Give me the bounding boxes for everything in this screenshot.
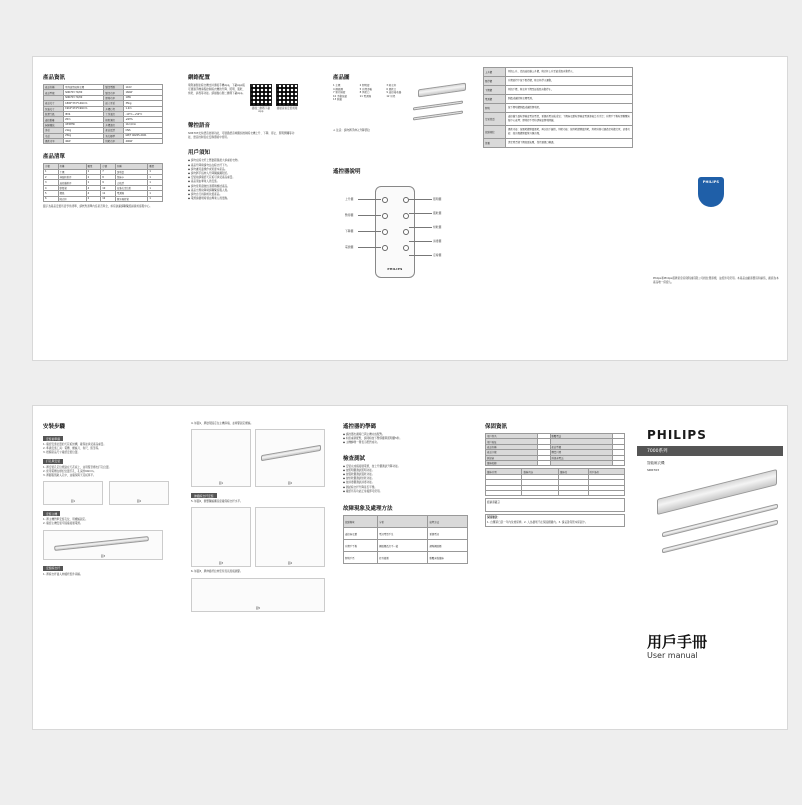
table-cell: 開啟或關閉晾衣機電源。 bbox=[506, 95, 633, 104]
table-cell: 110V bbox=[124, 85, 163, 90]
table-cell: 升降行程 bbox=[104, 106, 124, 111]
table-cell: 晾衣杆 bbox=[58, 196, 86, 201]
cover-category: 智能晾衣機 bbox=[647, 461, 665, 465]
table-cell: 遙控器組件 bbox=[58, 180, 86, 185]
faq-column bbox=[483, 67, 633, 148]
diagram-area bbox=[333, 84, 468, 139]
power-button[interactable] bbox=[382, 245, 388, 251]
table-cell: 紫外線燈管 bbox=[115, 196, 148, 201]
table-cell: 額定功率 bbox=[104, 90, 124, 95]
notice-title: 用戶須知 bbox=[188, 150, 211, 157]
callout-line bbox=[409, 255, 432, 256]
table-cell: 1 bbox=[148, 169, 163, 174]
video-qr-code[interactable] bbox=[276, 84, 298, 106]
assembly-figure-3: 圖3 bbox=[191, 507, 251, 567]
table-cell: 1 bbox=[86, 180, 101, 185]
table-cell: 21kg bbox=[64, 128, 104, 133]
rack-bar-upper bbox=[413, 100, 463, 110]
table-header-cell: 名稱 bbox=[58, 164, 86, 169]
diagram-part-label: 9 遙控接收器 bbox=[386, 91, 402, 95]
table-cell: 升降速度 bbox=[104, 122, 124, 127]
callout-line bbox=[358, 199, 381, 200]
product-list-table bbox=[43, 163, 163, 202]
table-cell: 升降不平衡 bbox=[344, 540, 378, 552]
table-cell: 7 bbox=[101, 169, 116, 174]
trial-item: ◆ 按烘乾鍵測試烘乾功能。 bbox=[343, 477, 375, 481]
diagram-part-label: 13 側蓋 bbox=[333, 98, 342, 102]
table-cell: 經銷商電話 bbox=[550, 455, 612, 460]
table-cell: 包裝尺寸 bbox=[44, 106, 64, 111]
table-header-cell: 處理方法 bbox=[428, 516, 468, 528]
diagram-part-label: 5 升降滑輪 bbox=[359, 87, 373, 91]
pause-button[interactable] bbox=[382, 213, 388, 219]
table-cell: GB/T 40205-2021 bbox=[124, 133, 163, 138]
table-cell: 毛重 bbox=[44, 133, 64, 138]
app-qr-code[interactable] bbox=[250, 84, 272, 106]
assembly-step-6: 6. 如圖3，將伸縮杆拉伸至所需長度後鎖緊。 bbox=[191, 570, 243, 574]
table-header-cell: 維修員 bbox=[558, 469, 588, 474]
notice-column bbox=[188, 67, 298, 201]
voice-text: SDR703支持語音控制功能，可通過語音喚醒詞控制晾衣機上升、下降、停止、照明開關等功能，語音控制需在安靜環境中使用。 bbox=[188, 132, 295, 140]
table-row bbox=[484, 113, 633, 126]
table-row bbox=[484, 86, 633, 95]
table-header-cell: 序號 bbox=[101, 164, 116, 169]
voice-title: 聲控語音 bbox=[188, 123, 211, 129]
table-row bbox=[44, 138, 163, 143]
table-header-cell: 用戶簽名 bbox=[588, 469, 625, 474]
table-cell: 1 bbox=[44, 169, 59, 174]
remote-pair-title: 遙控器的學碼 bbox=[343, 424, 377, 430]
table-cell: 20m bbox=[64, 117, 104, 122]
test-column bbox=[343, 422, 468, 564]
remote-pair-item: ◆ 主機蜂鳴一聲表示配對成功。 bbox=[343, 441, 380, 445]
table-cell: 說明書 bbox=[115, 169, 148, 174]
table-cell: 40W bbox=[64, 138, 104, 143]
table-cell: 工作溫度 bbox=[104, 111, 124, 116]
remote-label-left: 暫停鍵 bbox=[345, 213, 354, 217]
air-dry-button[interactable] bbox=[403, 213, 409, 219]
notice-item: ◆ 請勿在晾衣杆上懸掛超過最大承重的衣物。 bbox=[188, 159, 241, 163]
warranty-title: 保固資訊 bbox=[485, 424, 508, 430]
install-drill-tag: 打孔與安裝 bbox=[43, 459, 63, 464]
callout-line bbox=[358, 247, 381, 248]
table-cell: 產品名稱 bbox=[486, 444, 538, 449]
table-cell: 4 bbox=[86, 191, 101, 196]
manual-inner-sheet bbox=[32, 405, 788, 730]
remote-pair-list bbox=[343, 433, 468, 446]
warning-icon: ⚠ bbox=[333, 129, 336, 132]
cover-product-image-bar-2 bbox=[662, 520, 778, 554]
install-step-prep-3: 3. 根據產品尺寸確認安裝位置。 bbox=[43, 451, 81, 455]
install-figure-2: 圖2 bbox=[109, 481, 169, 505]
table-cell: 遙控器失靈時請檢查電池電量，更換新電池後重試；主機無反應時請檢查電源連接是否正常；升降不平衡時請聯繫客服中心處理；照明燈不亮時請檢查照明開關。 bbox=[506, 113, 633, 126]
install-bar-tag: 安裝晾衣杆 bbox=[43, 566, 63, 571]
install-column bbox=[43, 422, 173, 577]
table-row bbox=[484, 139, 633, 148]
assembly-step-4: 4. 如圖1，將掛架固定在主機兩端，並擰緊固定螺絲。 bbox=[191, 422, 254, 425]
table-cell: 11m/min bbox=[124, 122, 163, 127]
notice-item: ◆ 請勿將手指伸入升降鋼絲繩附近。 bbox=[188, 172, 230, 176]
table-cell: 照明不亮 bbox=[344, 552, 378, 564]
table-cell: ≤93% bbox=[124, 117, 163, 122]
product-info-column bbox=[43, 67, 163, 209]
table-cell: 防護等級 bbox=[44, 111, 64, 116]
table-cell: 3 bbox=[44, 180, 59, 185]
install-title: 安裝步驟 bbox=[43, 424, 66, 430]
table-cell: 電源線 bbox=[115, 191, 148, 196]
warranty-terms-title: 保固條款： bbox=[487, 516, 500, 520]
remote-label-right: 定時鍵 bbox=[433, 253, 442, 257]
table-cell: SDR703 70/00 bbox=[64, 90, 104, 95]
table-cell: 暫停鍵 bbox=[484, 77, 506, 86]
table-cell: 160W bbox=[124, 90, 163, 95]
cover-column bbox=[637, 406, 783, 729]
table-cell: SDR703 70/00 bbox=[64, 95, 104, 100]
table-cell: 風乾功率 bbox=[44, 138, 64, 143]
table-header-cell: 數量 bbox=[148, 164, 163, 169]
table-row bbox=[344, 528, 468, 540]
table-cell: 6 bbox=[44, 196, 59, 201]
trial-item: ◆ 測試晾衣杆升降是否平穩。 bbox=[343, 485, 377, 489]
diagram-column bbox=[333, 67, 468, 352]
cover-model: SDR703 bbox=[647, 468, 660, 472]
cover-philips-logo: PHILIPS bbox=[647, 428, 707, 442]
table-row bbox=[484, 126, 633, 139]
trial-item: ◆ 確認所有功能正常後即可使用。 bbox=[343, 489, 383, 493]
install-host-tag: 安裝主機 bbox=[43, 511, 60, 516]
table-cell bbox=[486, 490, 522, 495]
brand-trademark-text: Philips和Philips盾牌是皇家飛利浦有限公司的註冊商標，並經許可使用。本產品由廠商製造和銷售，廠商為本產品唯一保證人。 bbox=[653, 277, 779, 285]
app-qr-caption: 掃描二維碼下載App bbox=[251, 107, 270, 113]
table-cell: 1 bbox=[148, 196, 163, 201]
callout-line bbox=[409, 213, 432, 214]
diagram-part-label: 10 手動按鈕 bbox=[333, 94, 347, 98]
table-cell bbox=[538, 460, 550, 465]
table-cell: 下降鍵 bbox=[484, 86, 506, 95]
table-row bbox=[486, 490, 625, 495]
table-row bbox=[484, 68, 633, 77]
table-cell: 遙控距離 bbox=[44, 117, 64, 122]
table-cell: 照明 bbox=[484, 104, 506, 113]
notice-item: ◆ 請勿讓兒童操作或玩耍本產品。 bbox=[188, 167, 228, 171]
assembly-step-5: 5. 如圖2，調整鋼絲繩長度確保晾衣杆水平。 bbox=[191, 500, 243, 504]
table-cell: 用戶地址 bbox=[486, 439, 538, 444]
callout-line bbox=[409, 199, 432, 200]
table-cell: 燈具損壞 bbox=[378, 552, 428, 564]
table-cell: 按下照明鍵開啟或關閉照明燈。 bbox=[506, 104, 633, 113]
remote-label-left: 上升鍵 bbox=[345, 197, 354, 201]
remote-title: 遙控器說明 bbox=[333, 169, 361, 175]
notice-item: ◆ 電源線損壞時須由專業人員更換。 bbox=[188, 197, 230, 201]
notice-item: ◆ 安裝前請確認天花板可承受產品重量。 bbox=[188, 176, 235, 180]
philips-shield-logo: PHILIPS bbox=[698, 177, 724, 207]
table-cell: 4 bbox=[44, 185, 59, 190]
table-cell: 2 bbox=[86, 196, 101, 201]
light-button[interactable] bbox=[403, 197, 409, 203]
table-cell: 伸縮杆組件 bbox=[58, 175, 86, 180]
down-button[interactable] bbox=[382, 229, 388, 235]
rack-main-unit bbox=[418, 83, 466, 98]
remote-area bbox=[333, 178, 468, 288]
assembly-figure-2: 圖2 bbox=[255, 429, 325, 487]
trial-item: ◆ 按消毒鍵測試消毒功能。 bbox=[343, 481, 375, 485]
remote-label-left: 下降鍵 bbox=[345, 229, 354, 233]
table-row bbox=[344, 540, 468, 552]
brand-column bbox=[653, 67, 781, 352]
table-cell: CNS bbox=[124, 128, 163, 133]
table-cell: 短按上升，長按遙控器上升鍵，晾衣杆上升至最高點自動停止。 bbox=[506, 68, 633, 77]
notice-item: ◆ 請勿自行拆卸或改裝產品。 bbox=[188, 193, 222, 197]
table-row bbox=[486, 460, 625, 465]
host-rack-drawing bbox=[54, 536, 149, 551]
table-cell: 飛利浦智能晾衣機 bbox=[64, 85, 104, 90]
up-button[interactable] bbox=[382, 197, 388, 203]
trouble-table bbox=[343, 515, 468, 564]
heat-dry-button[interactable] bbox=[403, 229, 409, 235]
install-step-prep-1: 1. 確認安裝位置的天花板結構，確保能承受產品重量。 bbox=[43, 443, 106, 446]
trial-item: ◆ 按風乾鍵測試風乾功能。 bbox=[343, 473, 375, 477]
table-cell: 產品尺寸 bbox=[44, 101, 64, 106]
cover-title-en: User manual bbox=[647, 651, 698, 660]
table-cell: 照明功率 bbox=[104, 95, 124, 100]
diagram-part-label: 8 烘乾口 bbox=[359, 91, 370, 95]
notice-list bbox=[188, 159, 298, 201]
diagram-part-label: 3 晾衣杆 bbox=[386, 84, 397, 87]
table-cell: 1910*474*190mm bbox=[64, 106, 104, 111]
table-header-cell: 名稱 bbox=[115, 164, 148, 169]
remote-pair-item: ◆ 遙控器出廠時已與主機完成配對。 bbox=[343, 433, 385, 436]
table-cell: 5 bbox=[44, 191, 59, 196]
table-cell: 1 bbox=[86, 169, 101, 174]
table-cell: 購買日期 bbox=[550, 450, 612, 455]
table-cell: 升降過程中按下暫停鍵，晾衣杆停止運動。 bbox=[506, 77, 633, 86]
diagram-title: 產品圖 bbox=[333, 75, 350, 81]
product-info-table bbox=[43, 84, 163, 144]
warranty-table bbox=[485, 433, 625, 466]
table-cell: 產品名稱 bbox=[44, 85, 64, 90]
install-step-drill-3: 3. 將膨脹管敲入孔中，並確保與天花板齊平。 bbox=[43, 474, 96, 478]
table-cell: 25kg bbox=[64, 133, 104, 138]
table-row bbox=[484, 104, 633, 113]
warranty-terms-text: 1. 自購買日起一年內免費保修。2. 人為損壞不在保固範圍內。3. 請妥善保管本保固卡。 bbox=[487, 520, 588, 524]
callout-line bbox=[409, 227, 432, 228]
table-cell: 1 bbox=[148, 175, 163, 180]
table-cell: 合格證 bbox=[115, 180, 148, 185]
diagram-part-label: 11 電源線 bbox=[359, 94, 372, 98]
table-cell: -10°C~+50°C bbox=[124, 111, 163, 116]
network-title: 網絡配置 bbox=[188, 75, 211, 81]
install-step-bar-1: 1. 將晾衣杆插入伸縮杆組件兩端。 bbox=[43, 572, 83, 576]
table-cell: 35kg bbox=[124, 101, 163, 106]
faq-table bbox=[483, 67, 633, 148]
notice-item: ◆ 產品出現故障時請聯繫客服人員。 bbox=[188, 188, 230, 192]
assembly-figure-5: 圖5 bbox=[191, 578, 325, 612]
table-cell: 電源鍵 bbox=[484, 95, 506, 104]
table-cell: 維修紀錄 bbox=[486, 460, 538, 465]
table-cell: 聯繫電話 bbox=[550, 434, 612, 439]
remote-label-right: 照明鍵 bbox=[433, 197, 442, 201]
table-cell: 10 bbox=[101, 185, 116, 190]
table-cell: 烘乾功率 bbox=[104, 138, 124, 143]
table-cell bbox=[558, 490, 588, 495]
table-cell: 9 bbox=[101, 180, 116, 185]
network-text: 飛利浦智能晾衣機支持連接手機App，下載App後可通過手機遠程控制晾衣機的升降、照明、風乾、烘乾、消毒等功能。請掃描右側二維碼下載App。 bbox=[188, 84, 246, 96]
table-header-cell: 序號 bbox=[44, 164, 59, 169]
remote-label-left: 電源鍵 bbox=[345, 245, 354, 249]
install-step-prep-2: 2. 準備安裝工具：電鑽、螺絲刀、卷尺、鉛筆等。 bbox=[43, 447, 101, 451]
table-cell: 19W bbox=[124, 95, 163, 100]
trial-item: ◆ 按照明鍵測試照明功能。 bbox=[343, 468, 375, 472]
diagram-legend bbox=[333, 84, 411, 102]
table-header-row bbox=[344, 516, 468, 528]
table-cell bbox=[612, 460, 624, 465]
table-cell: 1800*372*140mm bbox=[64, 101, 104, 106]
table-cell: 額定電壓 bbox=[104, 85, 124, 90]
table-cell: 1 bbox=[148, 185, 163, 190]
notice-item: ◆ 產品須由專業人員安裝。 bbox=[188, 180, 220, 184]
table-cell: 產品型號 bbox=[44, 90, 64, 95]
table-cell: 風乾功能：按風乾鍵開啟風乾，再次按下關閉。烘乾功能：按烘乾鍵開啟烘乾，烘乾時間可通過定時鍵設置。消毒功能：按消毒鍵開啟紫外線消毒。 bbox=[506, 126, 633, 139]
install-step-host-1: 1. 將主機對準安裝孔位，用螺絲固定。 bbox=[43, 518, 88, 522]
trial-title: 檢查測試 bbox=[343, 455, 366, 462]
table-row bbox=[484, 95, 633, 104]
table-cell: 聯繫客服維修 bbox=[428, 552, 468, 564]
table-cell: 8 bbox=[101, 175, 116, 180]
table-cell: 故障排除 bbox=[484, 126, 506, 139]
table-cell: 產品序號 bbox=[486, 450, 538, 455]
table-cell: 保養 bbox=[484, 139, 506, 148]
table-cell: 相對濕度 bbox=[104, 117, 124, 122]
table-cell: 安裝孔定位紙 bbox=[115, 185, 148, 190]
table-cell: 經銷商 bbox=[486, 455, 538, 460]
table-cell: 調整鋼絲繩 bbox=[428, 540, 468, 552]
install-step-host-2: 2. 確認主機安裝牢固後接通電源。 bbox=[43, 522, 83, 526]
rack-bar-lower bbox=[413, 110, 463, 120]
callout-line bbox=[358, 231, 381, 232]
table-cell: 主機 bbox=[58, 169, 86, 174]
install-prep-tag: 安裝前準備 bbox=[43, 436, 63, 441]
trial-item: ◆ 安裝完成後接通電源，按上升鍵測試升降功能。 bbox=[343, 464, 401, 468]
dealer-seal-box: 經銷商蓋章 bbox=[485, 498, 625, 512]
callout-line bbox=[358, 215, 381, 216]
cover-series-band: 7000系列 bbox=[637, 446, 783, 456]
table-cell: 4 bbox=[86, 185, 101, 190]
table-cell: 短按下降，晾衣杆下降至最低點自動停止。 bbox=[506, 86, 633, 95]
remote-pair-item: ◆ 如需重新配對，請同時按下暫停鍵與照明鍵5秒。 bbox=[343, 437, 402, 441]
table-row bbox=[44, 196, 163, 201]
table-cell: 執行標準 bbox=[104, 133, 124, 138]
assembly-column bbox=[191, 422, 331, 612]
table-cell: 用戶姓名 bbox=[486, 434, 538, 439]
table-cell: 常見問題 bbox=[484, 113, 506, 126]
install-figure-1: 圖1 bbox=[43, 481, 103, 505]
callout-line bbox=[409, 241, 432, 242]
table-cell: 產品認證 bbox=[104, 128, 124, 133]
table-header-cell: 數量 bbox=[86, 164, 101, 169]
diagram-part-label: 12 吊架 bbox=[386, 94, 396, 98]
sterilize-button[interactable] bbox=[403, 245, 409, 251]
table-cell: 2 bbox=[86, 175, 101, 180]
table-cell: 1 bbox=[148, 191, 163, 196]
notice-item: ◆ 請勿使用腐蝕性清潔劑擦拭產品。 bbox=[188, 184, 230, 188]
trouble-title: 故障現象及處理方法 bbox=[343, 506, 393, 513]
table-cell: 鋼絲繩長度不一致 bbox=[378, 540, 428, 552]
diagram-part-label: 6 風乾口 bbox=[386, 87, 397, 91]
video-qr-caption: 掃描查看安裝視頻 bbox=[276, 107, 298, 110]
install-step-drill-2: 2. 使用電鑽在標記位置打孔，孔深約60mm。 bbox=[43, 469, 97, 473]
table-cell: 膨脹管 bbox=[58, 185, 86, 190]
product-list-note: 圖示為產品安裝所需零件清單，請核對清單內容是否齊全，如有缺漏請聯繫經銷商或客服中心。 bbox=[43, 205, 152, 209]
table-cell: 請定期清潔主機表面灰塵，保持通風口暢通。 bbox=[506, 139, 633, 148]
table-cell bbox=[522, 490, 558, 495]
table-cell: 433MHz bbox=[64, 122, 104, 127]
remote-label-right: 風乾鍵 bbox=[433, 211, 442, 215]
table-cell: 螺絲 bbox=[58, 191, 86, 196]
notice-item: ◆ 產品升降時請勿站在晾衣杆下方。 bbox=[188, 163, 230, 167]
remote-control bbox=[375, 186, 415, 278]
assembly-figure-4: 圖4 bbox=[255, 507, 325, 567]
diagram-part-label: 4 鋼絲繩 bbox=[333, 87, 343, 91]
table-cell bbox=[550, 460, 612, 465]
table-header-cell: 維修日期 bbox=[486, 469, 522, 474]
diagram-caption: ⚠ 注意：請勿將手伸入升降部位 bbox=[333, 129, 370, 132]
table-cell: 11 bbox=[101, 191, 116, 196]
trial-list bbox=[343, 465, 468, 494]
table-cell: 1.2m bbox=[124, 106, 163, 111]
diagram-part-label: 1 主機 bbox=[333, 84, 341, 87]
table-cell: 遙控無反應 bbox=[344, 528, 378, 540]
install-figure-3: 圖3 bbox=[43, 530, 163, 560]
remote-brand: PHILIPS bbox=[387, 267, 403, 271]
table-cell: 上升鍵 bbox=[484, 68, 506, 77]
cover-title-zh: 用戶手冊 bbox=[647, 633, 708, 651]
table-cell: 更換電池 bbox=[428, 528, 468, 540]
table-row bbox=[344, 552, 468, 564]
table-cell bbox=[588, 490, 625, 495]
remote-label-right: 消毒鍵 bbox=[433, 239, 442, 243]
table-cell: 400W bbox=[124, 138, 163, 143]
diagram-part-label: 2 照明燈 bbox=[359, 84, 370, 87]
table-cell: 最大承重 bbox=[104, 101, 124, 106]
table-cell: 2 bbox=[44, 175, 59, 180]
table-cell: 無線頻段 bbox=[44, 122, 64, 127]
table-cell: 保修卡 bbox=[115, 175, 148, 180]
table-cell: 產品型號 bbox=[550, 444, 612, 449]
manual-outer-sheet bbox=[32, 56, 788, 361]
product-list-title: 產品清單 bbox=[43, 154, 66, 161]
repair-record-table bbox=[485, 468, 625, 496]
product-info-title: 產品資訊 bbox=[43, 75, 66, 81]
table-cell: 淨重 bbox=[44, 128, 64, 133]
install-step-drill-1: 1. 將安裝孔定位紙貼在天花板上，並用鉛筆標出打孔位置。 bbox=[43, 465, 112, 469]
assembly-figure-1: 圖1 bbox=[191, 429, 251, 487]
table-header-cell: 故障現象 bbox=[344, 516, 378, 528]
table-header-cell: 分析 bbox=[378, 516, 428, 528]
warranty-column bbox=[485, 422, 625, 527]
diagram-part-label: 7 紫外線燈 bbox=[333, 91, 346, 95]
telescopic-bar-tag: 伸縮晾衣杆安裝 bbox=[191, 493, 217, 498]
table-cell: IPX4 bbox=[64, 111, 104, 116]
table-cell: 12 bbox=[101, 196, 116, 201]
table-cell: 電池電量不足 bbox=[378, 528, 428, 540]
table-row bbox=[484, 77, 633, 86]
remote-label-right: 烘乾鍵 bbox=[433, 225, 442, 229]
assembly-rack-drawing bbox=[261, 445, 321, 462]
table-cell: 1 bbox=[148, 180, 163, 185]
table-header-cell: 維修內容 bbox=[522, 469, 558, 474]
